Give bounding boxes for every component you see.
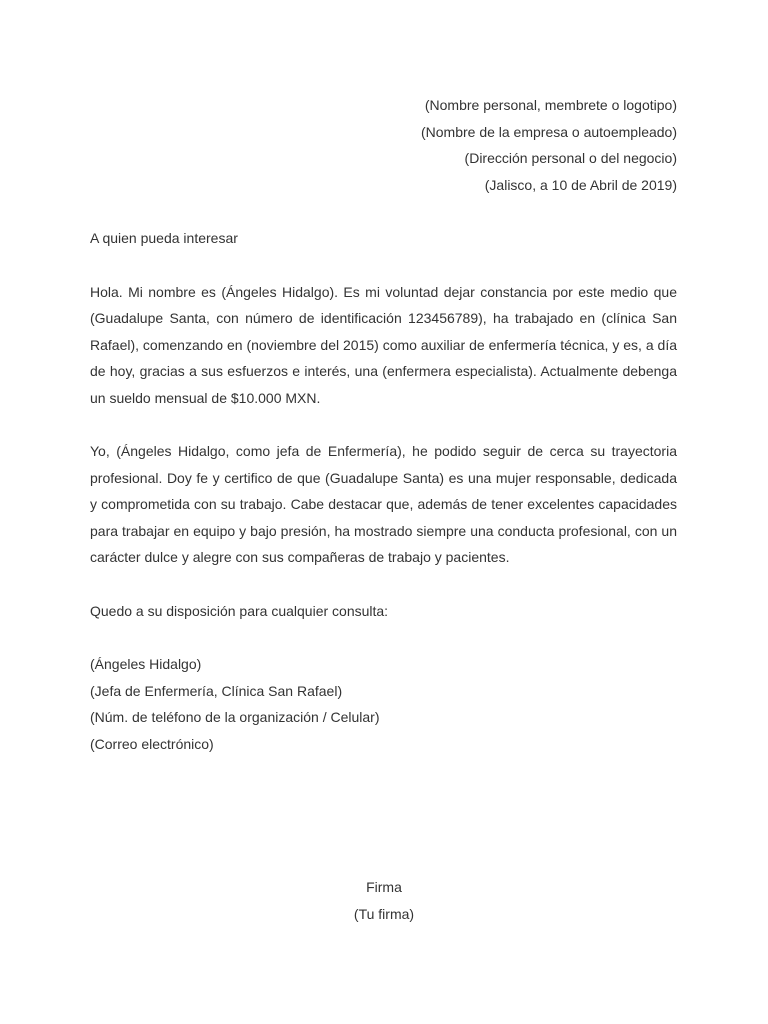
contact-block — [90, 651, 677, 757]
header-letterhead: (Nombre personal, membrete o logotipo) — [424, 97, 677, 113]
letter-body — [90, 92, 677, 757]
contact-position: (Jefa de Enfermería, Clínica San Rafael) — [90, 682, 343, 699]
header-date: (Jalisco, a 10 de Abril de 2019) — [484, 176, 677, 193]
paragraph-certification: Yo, (Ángeles Hidalgo, como jefa de Enfermería), he podido seguir de cerca su trayectoria profesional. Doy fe y certifico de que (Guadalupe Santa) es una mujer responsable, dedicada y comprometida con su trabajo. Cabe destacar que, además de tener excelentes capacidades para trabajar en equipo y bajo presión, ha mostrado siempre una conducta profesional, con un carácter dulce y alegre con sus compañeras de trabajo y pacientes. — [90, 443, 677, 565]
closing-line: Quedo a su disposición para cualquier consulta: — [90, 602, 389, 619]
letter-header — [90, 92, 677, 198]
signature-placeholder: (Tu firma) — [353, 905, 415, 922]
salutation: A quien pueda interesar — [90, 230, 238, 246]
contact-phone: (Núm. de teléfono de la organización / Celular) — [90, 709, 380, 725]
header-address: (Dirección personal o del negocio) — [464, 150, 677, 166]
signature-block — [0, 874, 768, 927]
signature-label: Firma — [366, 879, 402, 895]
contact-name: (Ángeles Hidalgo) — [90, 656, 202, 672]
contact-email: (Correo electrónico) — [90, 735, 214, 752]
header-company: (Nombre de la empresa o autoempleado) — [420, 123, 677, 140]
paragraph-introduction: Hola. Mi nombre es (Ángeles Hidalgo). Es mi voluntad dejar constancia por este medio que (Guadalupe Santa, con número de identificación 123456789), ha trabajado en (clínica San Rafael), comenzando en (noviembre del 2015) como auxiliar de enfermería técnica, y es, a día de hoy, gracias a sus esfuerzos e interés, una (enfermera especialista). Actualmente debenga un sueldo mensual de $10.000 MXN. — [90, 283, 677, 406]
